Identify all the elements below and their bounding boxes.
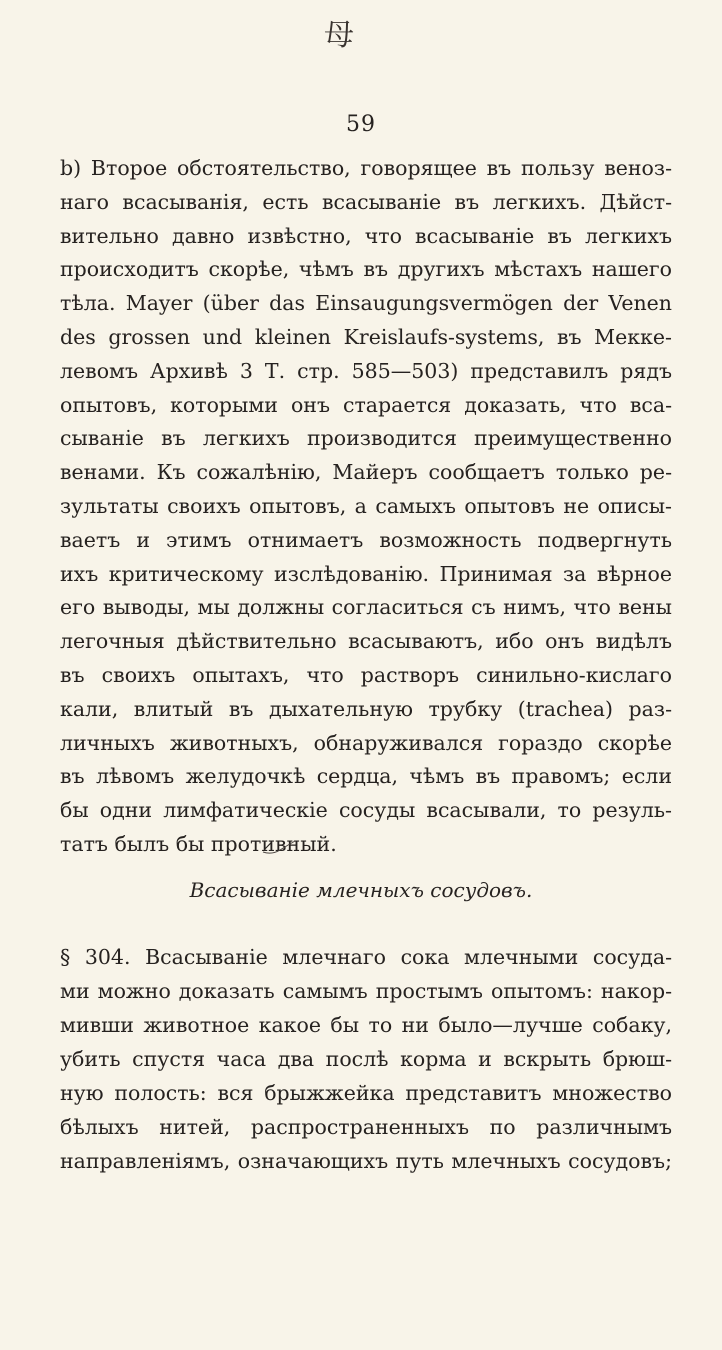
text-line: § 304. Всасываніе млечнаго сока млечными сосуда-: [60, 945, 672, 969]
text-line: его выводы, мы должны согласиться съ нимъ, что вены: [60, 595, 672, 620]
text-line: въ своихъ опытахъ, что растворъ синильно-кислаго: [60, 662, 672, 687]
section-title: Всасываніе млечныхъ сосудовъ.: [189, 878, 533, 902]
text-line: зультаты своихъ опытовъ, а самыхъ опытовъ не описы-: [60, 493, 672, 518]
paragraph-b: [60, 152, 672, 862]
text-line: ихъ критическому изслѣдованію. Принимая за вѣрное: [60, 561, 672, 586]
text-line: убить спустя часа два послѣ корма и вскрыть брюш-: [60, 1047, 672, 1071]
text-line: опытовъ, которыми онъ старается доказать, что вса-: [60, 392, 672, 417]
text-line: татъ былъ бы противный.: [60, 831, 337, 856]
text-line: левомъ Архивѣ 3 Т. стр. 585—503) представилъ рядъ: [60, 358, 672, 383]
text-line: бѣлыхъ нитей, распространенныхъ по различнымъ: [60, 1115, 672, 1139]
text-line: въ лѣвомъ желудочкѣ сердца, чѣмъ въ правомъ; если: [60, 764, 672, 789]
text-line: сываніе въ легкихъ производится преимущественно: [60, 426, 672, 451]
text-line: направленіямъ, означающихъ путь млечныхъ сосудовъ;: [60, 1149, 672, 1173]
text-line: личныхъ животныхъ, обнаруживался гораздо скорѣе: [60, 730, 672, 755]
text-line: ваетъ и этимъ отнимаетъ возможность подвергнуть: [60, 527, 672, 552]
text-line: тѣла. Mayer (über das Einsaugungsvermögen der Venen: [60, 291, 672, 316]
text-line: ми можно доказать самымъ простымъ опытомъ: накор-: [60, 979, 672, 1003]
page-number: 59: [346, 112, 376, 137]
text-line: бы одни лимфатическіе сосуды всасывали, то резуль-: [60, 798, 672, 823]
text-line: кали, влитый въ дыхательную трубку (trachea) раз-: [60, 696, 672, 721]
text-line: происходитъ скорѣе, чѣмъ въ другихъ мѣстахъ нашего: [60, 257, 672, 282]
text-line: наго всасыванія, есть всасываніе въ легкихъ. Дѣйст-: [60, 189, 672, 214]
text-line: ную полость: вся брыжжейка представитъ множество: [60, 1081, 672, 1105]
text-line: венами. Къ сожалѣнію, Майеръ сообщаетъ только ре-: [60, 460, 672, 485]
text-line: вительно давно извѣстно, что всасываніе въ легкихъ: [60, 223, 672, 248]
section-divider-ornament: [262, 838, 296, 856]
text-line: des grossen und kleinen Kreislaufs-systems, въ Мекке-: [60, 324, 672, 349]
text-line: мивши животное какое бы то ни было—лучше собаку,: [60, 1013, 672, 1037]
section-paragraph: [60, 940, 672, 1178]
text-line: легочныя дѣйствительно всасываютъ, ибо онъ видѣлъ: [60, 629, 672, 654]
handwritten-mark: ⺟: [324, 18, 354, 53]
text-line: b) Второе обстоятельство, говорящее въ пользу веноз-: [60, 156, 672, 180]
